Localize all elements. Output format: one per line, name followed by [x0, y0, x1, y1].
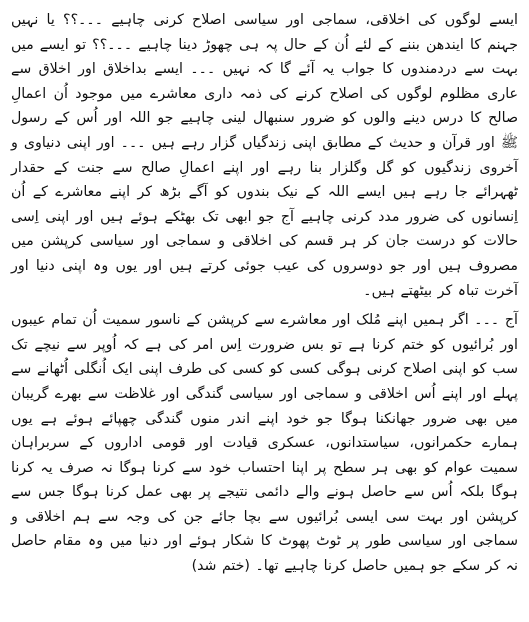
article-paragraph-1: ایسے لوگوں کی اخلاقی، سماجی اور سیاسی اصلاح کرنی چاہیے ۔۔۔؟؟ یا نہیں جہنم کا ایندھن بننے کے لئے اُن کے حال پہ ہی چھوڑ دینا چاہیے ۔۔۔؟؟ تو ایسے میں بہت سے دردمندوں کا جواب یہ آئے گا کہ نہیں ۔۔۔ ایسے بداخلاق اور اخلاق سے عاری مظلوم لوگوں کی اصلاح کرنے کی ذمہ داری معاشرے میں موجود اُن اعمالِ صالح کا درس دینے والوں کو ضرور سنبھال لینی چاہیے جو اللہ اور اُس کے رسول ﷺ اور قرآن و حدیث کے مطابق اپنی زندگیاں گزار رہے ہیں ۔۔۔ اور اپنی دنیاوی و آخروی زندگیوں کو گل وگلزار بنا رہے اور اپنے اعمالِ صالح سے جنت کے حقدار ٹھہرائے جا رہے ہیں ایسے اللہ کے نیک بندوں کو آگے بڑھ کر اپنے معاشرے کے اُن اِنسانوں کی ضرور مدد کرنی چاہیے آج جو ابھی تک بھٹکے ہوئے ہیں اور اپنی اِسی حالات کو درست جان کر ہر قسم کی اخلاقی و سماجی اور سیاسی کرپشن میں مصروف ہیں اور جو دوسروں کی عیب جوئی کرتے ہیں اور یوں وہ اپنی دنیا اور آخرت تباہ کر بیٹھتے ہیں۔	[11, 12, 518, 299]
article-paragraph-2: آج ۔۔۔ اگر ہمیں اپنے مُلک اور معاشرے سے کرپشن کے ناسور سمیت اُن تمام عیبوں اور بُرائیوں کو ختم کرنا ہے تو بس ضرورت اِس امر کی ہے کہ اُوپر سے نیچے تک سب کو اپنی اصلاح کرنی ہوگی کسی کو کسی کی طرف اپنی ایک اُنگلی اُٹھانے سے پہلے اور اپنے اُس اخلاقی و سماجی اور سیاسی گندگی اور غلاظت سے بھرے گریبان میں بھی ضرور جھانکنا ہوگا جو خود اپنے اندر منوں گندگی چھپائے ہوئے ہے یوں ہمارے حکمرانوں، سیاستدانوں، عسکری قیادت اور قومی اداروں کے سربراہان سمیت عوام کو بھی ہر سطح پر اپنا احتساب خود سے کرنا ہوگا نہ صرف یہ کرنا ہوگا بلکہ اُس سے حاصل ہونے والے دائمی نتیجے پر بھی عمل کرنا ہوگا جس سے کرپشن اور بہت سی ایسی بُرائیوں سے بچا جائے جن کی وجہ سے ہم اخلاقی و سماجی اور سیاسی طور پر ٹوٹ پھوٹ کا شکار ہوئے اور دنیا میں وہ مقام حاصل نہ کر سکے جو ہمیں حاصل کرنا چاہیے تھا۔ (ختم شد)	[11, 312, 518, 575]
